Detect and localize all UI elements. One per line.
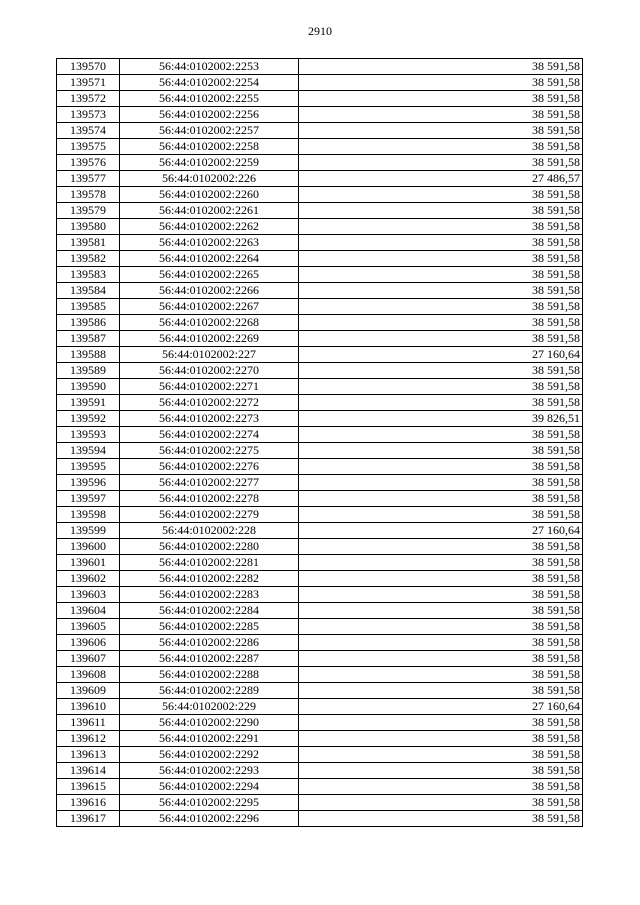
table-row [57,363,583,379]
cadastral-number-cell: 56:44:0102002:2296 [120,811,299,827]
value-cell: 38 591,58 [299,491,583,507]
row-number-cell: 139598 [57,507,120,523]
value-cell: 38 591,58 [299,763,583,779]
row-number-cell: 139599 [57,523,120,539]
value-cell: 38 591,58 [299,539,583,555]
cadastral-number-cell: 56:44:0102002:2274 [120,427,299,443]
row-number-cell: 139579 [57,203,120,219]
cadastral-number-cell: 56:44:0102002:2277 [120,475,299,491]
cadastral-number-cell: 56:44:0102002:2292 [120,747,299,763]
page-number: 2910 [308,24,332,38]
value-cell: 27 160,64 [299,523,583,539]
table-row [57,347,583,363]
row-number-cell: 139591 [57,395,120,411]
table-row [57,491,583,507]
cadastral-number-cell: 56:44:0102002:2286 [120,635,299,651]
registry-table [56,58,583,827]
table-row [57,539,583,555]
row-number-cell: 139614 [57,763,120,779]
row-number-cell: 139580 [57,219,120,235]
table-row [57,747,583,763]
row-number-cell: 139587 [57,331,120,347]
registry-table-body [57,59,583,827]
value-cell: 38 591,58 [299,123,583,139]
table-row [57,139,583,155]
cadastral-number-cell: 56:44:0102002:2253 [120,59,299,75]
cadastral-number-cell: 56:44:0102002:2282 [120,571,299,587]
value-cell: 38 591,58 [299,667,583,683]
cadastral-number-cell: 56:44:0102002:2262 [120,219,299,235]
cadastral-number-cell: 56:44:0102002:2260 [120,187,299,203]
table-row [57,555,583,571]
cadastral-number-cell: 56:44:0102002:2270 [120,363,299,379]
table-row [57,651,583,667]
row-number-cell: 139606 [57,635,120,651]
table-row [57,731,583,747]
row-number-cell: 139600 [57,539,120,555]
cadastral-number-cell: 56:44:0102002:2257 [120,123,299,139]
table-row [57,187,583,203]
value-cell: 38 591,58 [299,459,583,475]
cadastral-number-cell: 56:44:0102002:2259 [120,155,299,171]
cadastral-number-cell: 56:44:0102002:2265 [120,267,299,283]
row-number-cell: 139594 [57,443,120,459]
cadastral-number-cell: 56:44:0102002:2281 [120,555,299,571]
table-row [57,811,583,827]
row-number-cell: 139597 [57,491,120,507]
value-cell: 38 591,58 [299,107,583,123]
table-row [57,251,583,267]
value-cell: 38 591,58 [299,779,583,795]
row-number-cell: 139583 [57,267,120,283]
value-cell: 38 591,58 [299,235,583,251]
value-cell: 38 591,58 [299,715,583,731]
value-cell: 38 591,58 [299,555,583,571]
row-number-cell: 139601 [57,555,120,571]
cadastral-number-cell: 56:44:0102002:2278 [120,491,299,507]
row-number-cell: 139596 [57,475,120,491]
value-cell: 38 591,58 [299,187,583,203]
row-number-cell: 139585 [57,299,120,315]
value-cell: 38 591,58 [299,811,583,827]
cadastral-number-cell: 56:44:0102002:2268 [120,315,299,331]
cadastral-number-cell: 56:44:0102002:2264 [120,251,299,267]
cadastral-number-cell: 56:44:0102002:2266 [120,283,299,299]
table-row [57,379,583,395]
row-number-cell: 139572 [57,91,120,107]
table-row [57,315,583,331]
value-cell: 38 591,58 [299,155,583,171]
value-cell: 38 591,58 [299,331,583,347]
cadastral-number-cell: 56:44:0102002:2256 [120,107,299,123]
row-number-cell: 139610 [57,699,120,715]
value-cell: 38 591,58 [299,427,583,443]
row-number-cell: 139584 [57,283,120,299]
table-row [57,667,583,683]
cadastral-number-cell: 56:44:0102002:2289 [120,683,299,699]
value-cell: 38 591,58 [299,363,583,379]
value-cell: 38 591,58 [299,651,583,667]
cadastral-number-cell: 56:44:0102002:2285 [120,619,299,635]
table-row [57,107,583,123]
cadastral-number-cell: 56:44:0102002:2254 [120,75,299,91]
cadastral-number-cell: 56:44:0102002:2255 [120,91,299,107]
table-row [57,171,583,187]
table-row [57,411,583,427]
value-cell: 38 591,58 [299,443,583,459]
value-cell: 38 591,58 [299,203,583,219]
row-number-cell: 139592 [57,411,120,427]
value-cell: 38 591,58 [299,507,583,523]
table-row [57,507,583,523]
cadastral-number-cell: 56:44:0102002:2279 [120,507,299,523]
cadastral-number-cell: 56:44:0102002:2276 [120,459,299,475]
cadastral-number-cell: 56:44:0102002:227 [120,347,299,363]
value-cell: 38 591,58 [299,379,583,395]
row-number-cell: 139613 [57,747,120,763]
table-row [57,603,583,619]
row-number-cell: 139578 [57,187,120,203]
value-cell: 38 591,58 [299,795,583,811]
table-row [57,779,583,795]
row-number-cell: 139603 [57,587,120,603]
table-row [57,443,583,459]
value-cell: 27 160,64 [299,699,583,715]
table-row [57,203,583,219]
cadastral-number-cell: 56:44:0102002:228 [120,523,299,539]
value-cell: 27 160,64 [299,347,583,363]
value-cell: 38 591,58 [299,139,583,155]
value-cell: 38 591,58 [299,603,583,619]
table-row [57,699,583,715]
table-row [57,75,583,91]
row-number-cell: 139604 [57,603,120,619]
value-cell: 38 591,58 [299,299,583,315]
cadastral-number-cell: 56:44:0102002:2271 [120,379,299,395]
table-row [57,91,583,107]
value-cell: 38 591,58 [299,587,583,603]
row-number-cell: 139582 [57,251,120,267]
value-cell: 38 591,58 [299,747,583,763]
row-number-cell: 139616 [57,795,120,811]
cadastral-number-cell: 56:44:0102002:2290 [120,715,299,731]
cadastral-number-cell: 56:44:0102002:2280 [120,539,299,555]
cadastral-number-cell: 56:44:0102002:2273 [120,411,299,427]
table-row [57,459,583,475]
value-cell: 38 591,58 [299,283,583,299]
row-number-cell: 139571 [57,75,120,91]
cadastral-number-cell: 56:44:0102002:2288 [120,667,299,683]
cadastral-number-cell: 56:44:0102002:226 [120,171,299,187]
table-row [57,219,583,235]
table-row [57,763,583,779]
value-cell: 27 486,57 [299,171,583,187]
row-number-cell: 139573 [57,107,120,123]
table-row [57,427,583,443]
table-row [57,571,583,587]
value-cell: 38 591,58 [299,571,583,587]
cadastral-number-cell: 56:44:0102002:2258 [120,139,299,155]
cadastral-number-cell: 56:44:0102002:2267 [120,299,299,315]
value-cell: 38 591,58 [299,635,583,651]
row-number-cell: 139586 [57,315,120,331]
table-row [57,331,583,347]
row-number-cell: 139602 [57,571,120,587]
value-cell: 38 591,58 [299,619,583,635]
row-number-cell: 139581 [57,235,120,251]
row-number-cell: 139595 [57,459,120,475]
value-cell: 38 591,58 [299,59,583,75]
value-cell: 38 591,58 [299,75,583,91]
cadastral-number-cell: 56:44:0102002:2291 [120,731,299,747]
cadastral-number-cell: 56:44:0102002:229 [120,699,299,715]
value-cell: 38 591,58 [299,731,583,747]
table-row [57,235,583,251]
row-number-cell: 139588 [57,347,120,363]
value-cell: 38 591,58 [299,395,583,411]
value-cell: 38 591,58 [299,219,583,235]
value-cell: 38 591,58 [299,91,583,107]
table-row [57,587,583,603]
table-row [57,283,583,299]
row-number-cell: 139608 [57,667,120,683]
row-number-cell: 139617 [57,811,120,827]
table-row [57,299,583,315]
row-number-cell: 139574 [57,123,120,139]
row-number-cell: 139570 [57,59,120,75]
cadastral-number-cell: 56:44:0102002:2275 [120,443,299,459]
table-row [57,683,583,699]
row-number-cell: 139590 [57,379,120,395]
value-cell: 38 591,58 [299,315,583,331]
value-cell: 38 591,58 [299,475,583,491]
value-cell: 39 826,51 [299,411,583,427]
cadastral-number-cell: 56:44:0102002:2272 [120,395,299,411]
cadastral-number-cell: 56:44:0102002:2284 [120,603,299,619]
cadastral-number-cell: 56:44:0102002:2294 [120,779,299,795]
row-number-cell: 139589 [57,363,120,379]
row-number-cell: 139575 [57,139,120,155]
value-cell: 38 591,58 [299,267,583,283]
cadastral-number-cell: 56:44:0102002:2263 [120,235,299,251]
table-row [57,267,583,283]
row-number-cell: 139611 [57,715,120,731]
row-number-cell: 139607 [57,651,120,667]
table-row [57,619,583,635]
cadastral-number-cell: 56:44:0102002:2283 [120,587,299,603]
cadastral-number-cell: 56:44:0102002:2269 [120,331,299,347]
table-row [57,715,583,731]
row-number-cell: 139615 [57,779,120,795]
row-number-cell: 139612 [57,731,120,747]
table-row [57,395,583,411]
table-row [57,155,583,171]
value-cell: 38 591,58 [299,683,583,699]
table-row [57,635,583,651]
cadastral-number-cell: 56:44:0102002:2287 [120,651,299,667]
table-row [57,795,583,811]
row-number-cell: 139593 [57,427,120,443]
row-number-cell: 139577 [57,171,120,187]
table-row [57,123,583,139]
cadastral-number-cell: 56:44:0102002:2261 [120,203,299,219]
row-number-cell: 139609 [57,683,120,699]
value-cell: 38 591,58 [299,251,583,267]
row-number-cell: 139576 [57,155,120,171]
cadastral-number-cell: 56:44:0102002:2295 [120,795,299,811]
cadastral-number-cell: 56:44:0102002:2293 [120,763,299,779]
row-number-cell: 139605 [57,619,120,635]
table-row [57,523,583,539]
table-row [57,475,583,491]
table-row [57,59,583,75]
